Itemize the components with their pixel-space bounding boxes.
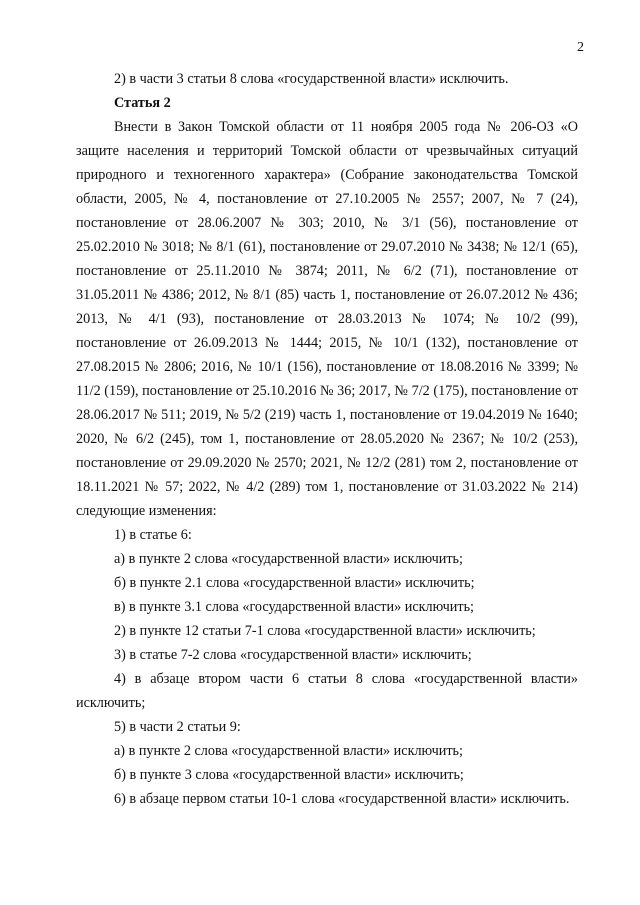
article-heading: Статья 2 — [114, 95, 171, 111]
paragraph-main-amendment: Внести в Закон Томской области от 11 ноября 2005 года № 206-ОЗ «О защите населения и территорий Томской области от чрезвычайных ситуаций природного и техногенного характера» (Собрание законодательства Томской области, 2005, № 4, постановление от 27.10.2005 № 2557; 2007, № 7 (24), постановление от 28.06.2007 № 303; 2010, № 3/1 (56), постановление от 25.02.2010 № 3018; № 8/1 (61), постановление от 29.07.2010 № 3438; № 12/1 (65), постановление от 25.11.2010 № 3874; 2011, № 6/2 (71), постановление от 31.05.2011 № 4386; 2012, № 8/1 (85) часть 1, постановление от 26.07.2012 № 436; 2013, № 4/1 (93), постановление от 28.03.2013 № 1074; № 10/2 (99), постановление от 26.09.2013 № 1444; 2015, № 10/1 (132), постановление от 27.08.2015 № 2806; 2016, № 10/1 (156), постановление от 18.08.2016 № 3399; № 11/2 (159), постановление от 25.10.2016 № 36; 2017, № 7/2 (175), постановление от 28.06.2017 № 511; 2019, № 5/2 (219) часть 1, постановление от 19.04.2019 № 1640; 2020, № 6/2 (245), том 1, постановление от 28.05.2020 № 2367; № 10/2 (253), постановление от 29.09.2020 № 2570; 2021, № 12/2 (281) том 2, постановление от 18.11.2021 № 57; 2022, № 4/2 (289) том 1, постановление от 31.03.2022 № 214) следующие изменения: — [76, 119, 578, 519]
paragraph-amendment-2: 2) в части 3 статьи 8 слова «государственной власти» исключить. — [114, 71, 509, 87]
list-item-5b: б) в пункте 3 слова «государственной власти» исключить; — [114, 767, 464, 783]
list-item-2: 2) в пункте 12 статьи 7-1 слова «государственной власти» исключить; — [114, 623, 536, 639]
list-item-1b: б) в пункте 2.1 слова «государственной власти» исключить; — [114, 575, 475, 591]
list-item-3: 3) в статье 7-2 слова «государственной власти» исключить; — [114, 647, 472, 663]
list-item-1a: а) в пункте 2 слова «государственной власти» исключить; — [114, 551, 463, 567]
list-item-5: 5) в части 2 статьи 9: — [114, 719, 241, 735]
list-item-5a: а) в пункте 2 слова «государственной власти» исключить; — [114, 743, 463, 759]
page-number: 2 — [577, 40, 584, 55]
list-item-6: 6) в абзаце первом статьи 10-1 слова «государственной власти» исключить. — [114, 791, 570, 807]
document-body — [76, 67, 578, 811]
list-item-1: 1) в статье 6: — [114, 527, 192, 543]
list-item-4: 4) в абзаце втором части 6 статьи 8 слова «государственной власти» исключить; — [76, 671, 578, 711]
list-item-1c: в) в пункте 3.1 слова «государственной власти» исключить; — [114, 599, 474, 615]
